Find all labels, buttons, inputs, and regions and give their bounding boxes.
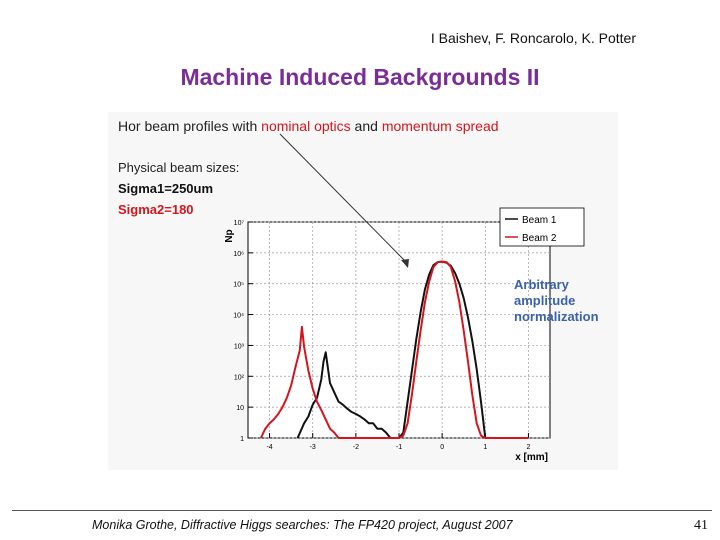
x-tick-label: -2 xyxy=(352,444,359,451)
x-tick-label: 0 xyxy=(440,444,445,451)
subtitle-part-1: Hor beam profiles with xyxy=(118,118,262,134)
x-tick-label: 2 xyxy=(526,444,531,451)
x-tick-label: -3 xyxy=(309,444,316,451)
x-tick-label: -1 xyxy=(395,444,403,451)
normalization-annotation xyxy=(514,277,599,325)
y-axis-label: Np xyxy=(224,229,235,243)
figure-panel xyxy=(108,112,618,470)
y-tick-label: 10⁶ xyxy=(233,250,244,258)
figure-subtitle xyxy=(118,118,499,134)
page-number: 41 xyxy=(694,518,708,533)
subtitle-part-2: nominal optics xyxy=(261,118,351,134)
slide-title: Machine Induced Backgrounds II xyxy=(180,64,540,90)
y-tick-label: 10² xyxy=(233,374,244,382)
y-tick-label: 1 xyxy=(240,436,244,443)
y-tick-label: 10³ xyxy=(233,343,244,351)
legend-label-1: Beam 1 xyxy=(522,215,557,226)
sigma1-label: Sigma1=250um xyxy=(118,181,214,196)
sigma2-label: Sigma2=180 xyxy=(118,202,194,217)
y-tick-label: 10⁵ xyxy=(233,281,244,289)
x-tick-label: -4 xyxy=(266,444,273,451)
footer-text: Monika Grothe, Diffractive Higgs searches: The FP420 project, August 2007 xyxy=(92,518,513,532)
subtitle-part-4: momentum spread xyxy=(381,118,499,134)
annotation-line-2: amplitude xyxy=(514,293,576,308)
y-tick-label: 10⁴ xyxy=(233,312,244,320)
subtitle-part-3: and xyxy=(350,118,382,134)
beam-sizes-heading: Physical beam sizes: xyxy=(118,160,240,175)
x-tick-label: 1 xyxy=(483,444,488,451)
x-axis-label: x [mm] xyxy=(515,452,548,463)
y-tick-label: 10 xyxy=(236,405,244,413)
annotation-line-1: Arbitrary xyxy=(514,277,569,292)
footer-divider xyxy=(12,510,712,511)
authors: I Baishev, F. Roncarolo, K. Potter xyxy=(430,30,636,46)
annotation-line-3: normalization xyxy=(514,309,599,324)
y-tick-label: 10⁷ xyxy=(233,220,244,227)
legend-label-2: Beam 2 xyxy=(522,233,557,244)
